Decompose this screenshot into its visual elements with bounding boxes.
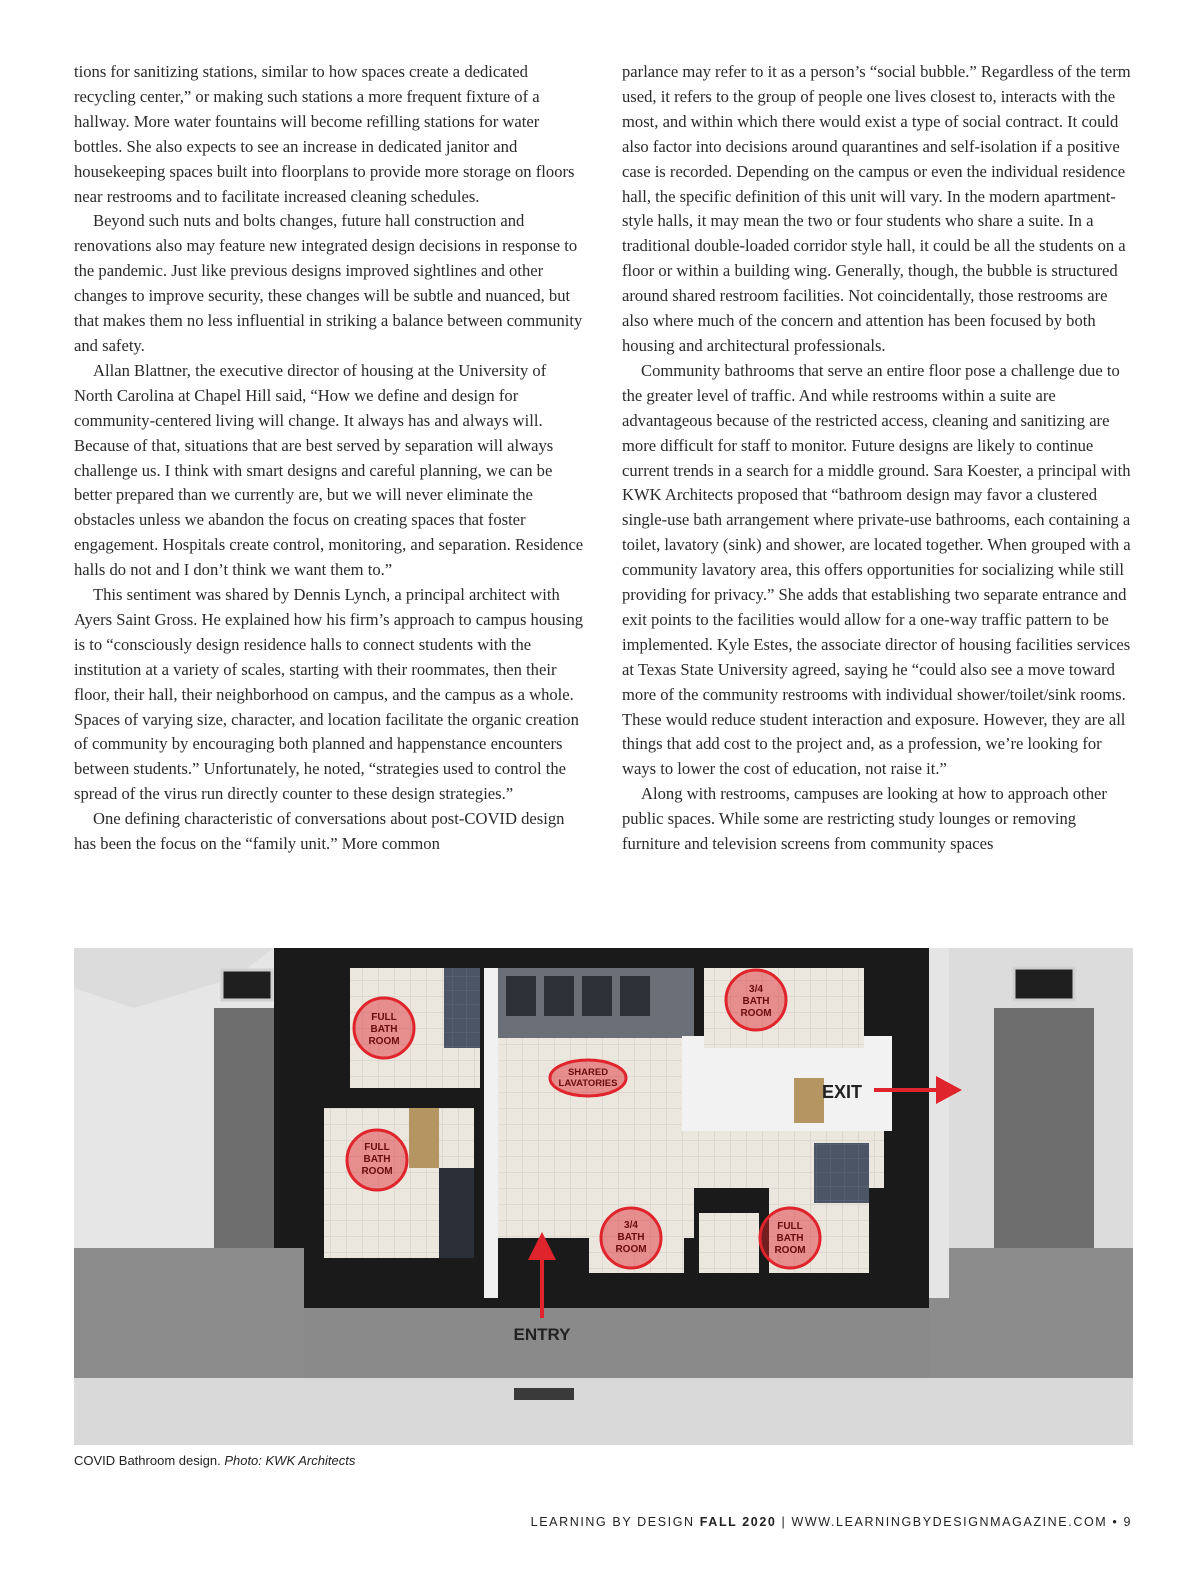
- paragraph: One defining characteristic of conversations about post-COVID design has been the focus on the “family unit.” More common: [74, 809, 565, 854]
- three-quarter-bath-marker-2: [601, 1208, 661, 1268]
- svg-text:SHARED: SHARED: [567, 1067, 609, 1078]
- svg-text:3/4: 3/4: [624, 1220, 638, 1231]
- svg-text:BATH: BATH: [363, 1154, 391, 1165]
- full-bath-marker-1: [354, 998, 414, 1058]
- paragraph: tions for sanitizing stations, similar to how spaces create a dedicated recycling center,” or making such stations a more frequent fixture of a hallway. More water fountains will become refilling stations for water bottles. She also expects to see an increase in dedicated janitor and housekeeping spaces built into floorplans to provide more storage on floors near restrooms and to facilitate increased cleaning schedules.: [74, 62, 575, 206]
- footer-separator: |: [781, 1515, 787, 1529]
- svg-text:BATH: BATH: [617, 1232, 645, 1243]
- svg-text:BATH: BATH: [742, 996, 770, 1007]
- svg-text:FULL: FULL: [777, 1221, 803, 1232]
- page-number: 9: [1123, 1515, 1132, 1529]
- footer-url[interactable]: WWW.LEARNINGBYDESIGNMAGAZINE.COM: [791, 1515, 1108, 1529]
- figure-caption: [74, 1453, 355, 1468]
- floor-vent: [514, 1388, 574, 1400]
- svg-text:FULL: FULL: [364, 1142, 390, 1153]
- svg-text:ROOM: ROOM: [740, 1008, 772, 1019]
- full-bath-marker-2: [347, 1130, 407, 1190]
- left-door: [214, 1008, 274, 1248]
- footer-magazine: LEARNING BY DESIGN: [530, 1515, 695, 1529]
- svg-text:ROOM: ROOM: [615, 1244, 647, 1255]
- page-footer: [531, 1515, 1132, 1529]
- corridor-wall-bottom: [74, 1378, 1133, 1445]
- svg-text:3/4: 3/4: [749, 984, 763, 995]
- svg-text:BATH: BATH: [776, 1233, 804, 1244]
- caption-credit: Photo: KWK Architects: [224, 1453, 356, 1468]
- floorplan-render: [74, 948, 1133, 1445]
- svg-text:FULL: FULL: [371, 1012, 397, 1023]
- paragraph: Community bathrooms that serve an entire floor pose a challenge due to the greater level of traffic. And while restrooms within a suite are advantageous because of the restricted access, cleaning and sanitizing are more difficult for staff to monitor. Future designs are likely to continue current trends in a search for a middle ground. Sara Koester, a principal with KWK Architects proposed that “bathroom design may favor a clustered single-use bath arrangement where private-use bathrooms, each containing a toilet, lavatory (sink) and shower, are located together. When grouped with a community lavatory area, this offers opportunities for socializing while still providing for privacy.” She adds that establishing two separate entrance and exit points to the facilities would allow for a one-way traffic pattern to be implemented. Kyle Estes, the associate director of housing facilities services at Texas State University agreed, saying he “could also see a move toward more of the community restrooms with individual shower/toilet/sink rooms. These would reduce student interaction and exposure. However, they are all things that add cost to the project and, as a profession, we’re looking for ways to lower the cost of education, not raise it.”: [622, 360, 1131, 779]
- shared-lavatories-marker: [550, 1060, 626, 1096]
- svg-text:BATH: BATH: [370, 1024, 398, 1035]
- left-skylight: [222, 970, 272, 1000]
- svg-text:ROOM: ROOM: [361, 1166, 393, 1177]
- caption-text: COVID Bathroom design.: [74, 1453, 221, 1468]
- paragraph: parlance may refer to it as a person’s “social bubble.” Regardless of the term used, it refers to the group of people one lives closest to, interacts with the most, and within which there would exist a type of social contract. It could also factor into decisions around quarantines and self-isolation if a positive case is recorded. Depending on the campus or even the individual residence hall, the specific definition of this unit will vary. In the modern apartment-style halls, it may mean the two or four students who share a suite. In a traditional double-loaded corridor style hall, it could be all the students on a floor or within a building wing. Generally, though, the bubble is structured around shared restroom facilities. Not coincidentally, those restrooms are also where much of the concern and attention has been focused by both housing and architectural professionals.: [622, 62, 1131, 355]
- footer-bullet: •: [1112, 1515, 1119, 1529]
- paragraph: This sentiment was shared by Dennis Lynch, a principal architect with Ayers Saint Gross. He explained how his firm’s approach to campus housing is to “consciously design residence halls to connect students with the institution at a variety of scales, starting with their roommates, then their floor, their hall, their neighborhood on campus, and the campus as a whole. Spaces of varying size, character, and location facilitate the organic creation of community by encouraging both planned and happenstance encounters between students.” Unfortunately, he noted, “strategies used to control the spread of the virus run directly counter to these design strategies.”: [74, 585, 584, 804]
- right-door: [994, 1008, 1094, 1248]
- paragraph: Along with restrooms, campuses are looking at how to approach other public spaces. While some are restricting study lounges or removing furniture and television screens from community spaces: [622, 784, 1107, 854]
- right-text-column: [622, 60, 1134, 857]
- svg-text:ROOM: ROOM: [774, 1245, 806, 1256]
- three-quarter-bath-marker-1: [726, 970, 786, 1030]
- right-skylight: [1014, 968, 1074, 1000]
- bathroom-floorplan-figure: [74, 948, 1133, 1445]
- full-bath-marker-3: [760, 1208, 820, 1268]
- svg-text:EXIT: EXIT: [822, 1082, 863, 1102]
- svg-text:ENTRY: ENTRY: [513, 1325, 571, 1344]
- svg-text:LAVATORIES: LAVATORIES: [558, 1078, 618, 1089]
- paragraph: Allan Blattner, the executive director of housing at the University of North Carolina at Chapel Hill said, “How we define and design for community-centered living will change. It always has and always will. Because of that, situations that are best served by separation will always challenge us. I think with smart designs and careful planning, we can be better prepared than we currently are, but we will never eliminate the obstacles unless we abandon the focus on creating spaces that foster engagement. Hospitals create control, monitoring, and separation. Residence halls do not and I don’t think we want them to.”: [74, 360, 584, 580]
- footer-issue: FALL 2020: [699, 1515, 777, 1529]
- left-text-column: [74, 60, 586, 857]
- paragraph: Beyond such nuts and bolts changes, future hall construction and renovations also may feature new integrated design decisions in response to the pandemic. Just like previous designs improved sightlines and other changes to improve security, these changes will be subtle and nuanced, but that makes them no less influential in striking a balance between community and safety.: [74, 211, 583, 355]
- svg-text:ROOM: ROOM: [368, 1036, 400, 1047]
